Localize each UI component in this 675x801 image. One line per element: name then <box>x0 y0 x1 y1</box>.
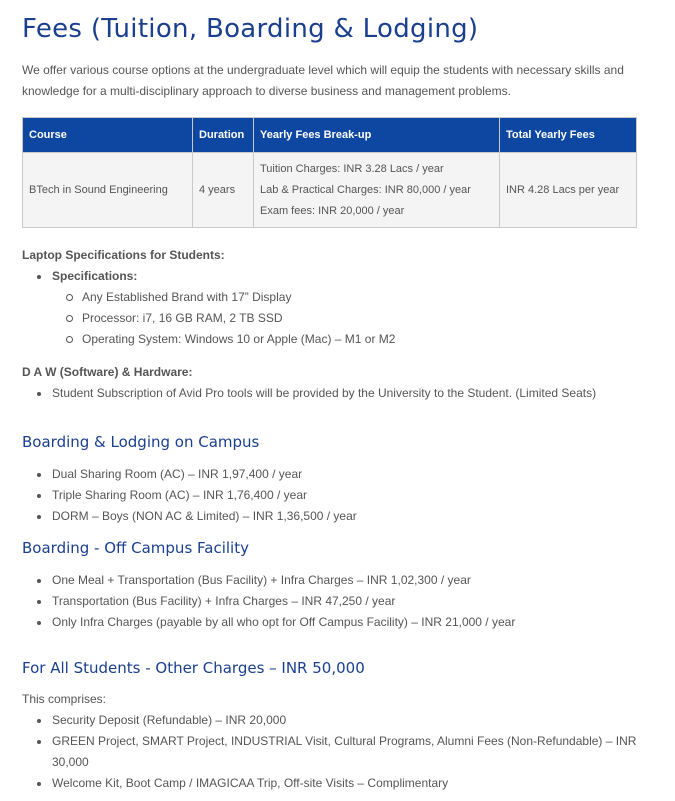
comprises-label: This comprises: <box>22 692 107 706</box>
list-item: Welcome Kit, Boot Camp / IMAGICAA Trip, Off-site Visits – Complimentary <box>22 773 652 794</box>
header-total: Total Yearly Fees <box>500 118 637 153</box>
boarding-off-campus-list <box>22 570 652 633</box>
list-item: DORM – Boys (NON AC & Limited) – INR 1,36,500 / year <box>22 506 652 527</box>
list-item: Triple Sharing Room (AC) – INR 1,76,400 / year <box>22 485 652 506</box>
table-header-row <box>23 118 637 153</box>
daw-list <box>22 383 652 404</box>
list-item: One Meal + Transportation (Bus Facility) + Infra Charges – INR 1,02,300 / year <box>22 570 652 591</box>
header-duration: Duration <box>193 118 254 153</box>
boarding-on-campus-list <box>22 464 652 527</box>
list-item: Operating System: Windows 10 or Apple (Mac) – M1 or M2 <box>22 329 652 350</box>
list-item: GREEN Project, SMART Project, INDUSTRIAL Visit, Cultural Programs, Alumni Fees (Non-Refundable) – INR 30,000 <box>22 731 652 773</box>
cell-course: BTech in Sound Engineering <box>23 153 193 228</box>
list-item: Processor: i7, 16 GB RAM, 2 TB SSD <box>22 308 652 329</box>
page-title: Fees (Tuition, Boarding & Lodging) <box>22 14 479 44</box>
list-item: Specifications: <box>22 266 652 287</box>
cell-total: INR 4.28 Lacs per year <box>500 153 637 228</box>
list-item: Only Infra Charges (payable by all who opt for Off Campus Facility) – INR 21,000 / year <box>22 612 652 633</box>
list-item: Security Deposit (Refundable) – INR 20,000 <box>22 710 652 731</box>
list-item: Student Subscription of Avid Pro tools will be provided by the University to the Student. (Limited Seats) <box>22 383 652 404</box>
daw-heading: D A W (Software) & Hardware: <box>22 365 193 379</box>
header-course: Course <box>23 118 193 153</box>
breakup-line: Tuition Charges: INR 3.28 Lacs / year <box>260 162 444 175</box>
cell-duration: 4 years <box>193 153 254 228</box>
cell-breakup <box>254 153 500 228</box>
breakup-line: Lab & Practical Charges: INR 80,000 / year <box>260 183 471 196</box>
laptop-heading: Laptop Specifications for Students: <box>22 248 225 262</box>
list-item: Any Established Brand with 17” Display <box>22 287 652 308</box>
boarding-off-campus-heading: Boarding - Off Campus Facility <box>22 539 249 557</box>
fees-table <box>22 117 637 228</box>
list-item: Dual Sharing Room (AC) – INR 1,97,400 / year <box>22 464 652 485</box>
intro-paragraph: We offer various course options at the undergraduate level which will equip the students with necessary skills and knowledge for a multi-disciplinary approach to diverse business and management problems. <box>22 63 624 98</box>
breakup-line: Exam fees: INR 20,000 / year <box>260 204 405 217</box>
table-row <box>23 153 637 228</box>
laptop-list <box>22 266 652 287</box>
boarding-on-campus-heading: Boarding & Lodging on Campus <box>22 433 260 451</box>
list-item: Transportation (Bus Facility) + Infra Charges – INR 47,250 / year <box>22 591 652 612</box>
header-breakup: Yearly Fees Break-up <box>254 118 500 153</box>
other-charges-heading: For All Students - Other Charges – INR 50,000 <box>22 659 365 677</box>
laptop-spec-list <box>22 287 652 350</box>
other-charges-list <box>22 710 652 794</box>
